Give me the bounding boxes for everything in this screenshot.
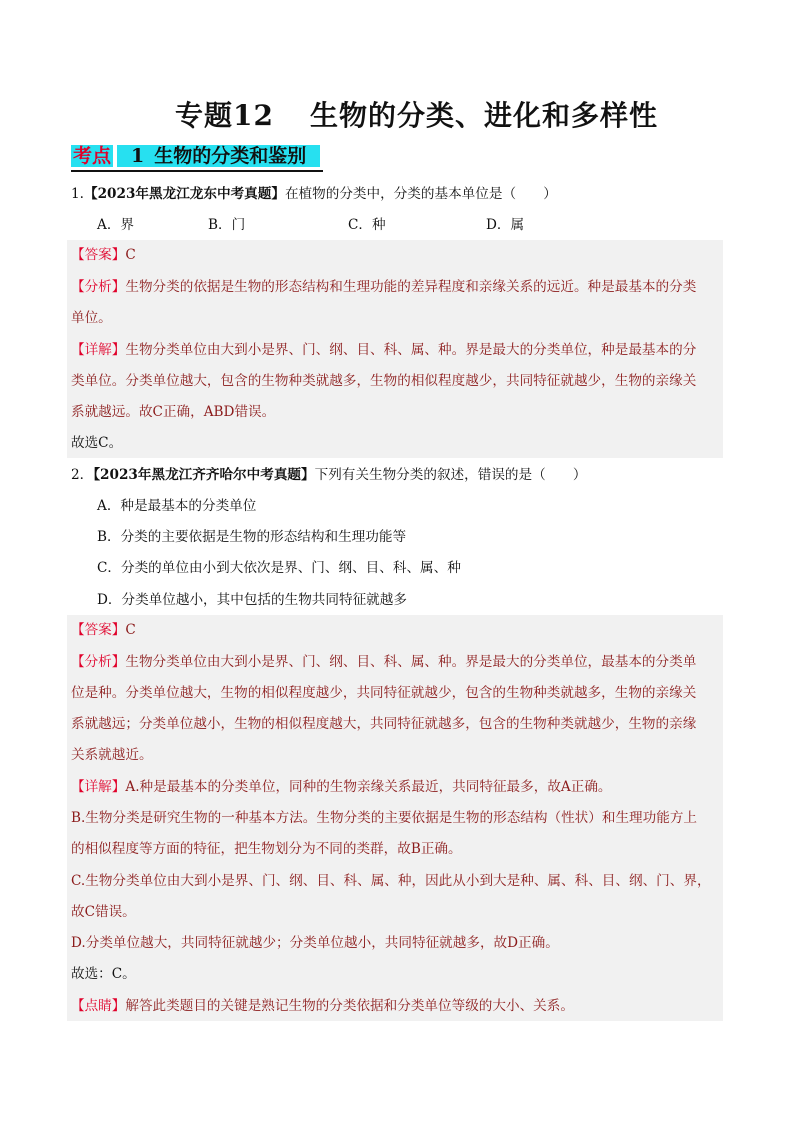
q2-detail-line: 故C错误。	[71, 904, 136, 920]
section-title	[117, 145, 320, 167]
q2-answer-block	[67, 615, 723, 1021]
section-heading	[71, 142, 323, 172]
q2-detail-line: D.分类单位越大，共同特征就越少；分类单位越小，共同特征就越多，故D正确。	[71, 935, 559, 951]
section-number: 1	[131, 145, 145, 167]
q1-analysis-line: 单位。	[71, 310, 112, 326]
q2-detail-line: 的相似程度等方面的特征，把生物划分为不同的类群，故B正确。	[71, 841, 462, 857]
q2-answer: 【答案】C	[71, 622, 136, 638]
q1-detail-line: 系就越远。故C正确，ABD错误。	[71, 404, 276, 420]
q1-option-c: C．种	[348, 217, 386, 233]
section-text: 生物的分类和鉴别	[154, 145, 307, 167]
question-1-stem: 1.【2023年黑龙江龙东中考真题】在植物的分类中，分类的基本单位是（ ）	[71, 186, 557, 202]
question-2-stem: 2．【2023年黑龙江齐齐哈尔中考真题】下列有关生物分类的叙述，错误的是（ ）	[71, 467, 587, 483]
q2-option-d: D．分类单位越小，其中包括的生物共同特征就越多	[97, 592, 407, 608]
q2-option-b: B．分类的主要依据是生物的形态结构和生理功能等	[97, 529, 407, 545]
q2-detail-line: C.生物分类单位由大到小是界、门、纲、目、科、属、种，因此从小到大是种、属、科、目、纲、门、界，	[71, 873, 711, 889]
q2-tip: 【点睛】解答此类题目的关键是熟记生物的分类依据和分类单位等级的大小、关系。	[71, 998, 574, 1014]
q1-detail-line: 类单位。分类单位越大，包含的生物种类就越多，生物的相似程度越少，共同特征就越少，生物的亲缘关	[71, 373, 697, 389]
q1-analysis-line: 【分析】生物分类的依据是生物的形态结构和生理功能的差异程度和亲缘关系的远近。种是最基本的分类	[71, 279, 697, 295]
q2-option-c: C．分类的单位由小到大依次是界、门、纲、目、科、属、种	[97, 560, 461, 576]
section-label: 考点	[73, 145, 112, 167]
q1-answer: 【答案】C	[71, 247, 136, 263]
q2-option-a: A．种是最基本的分类单位	[97, 498, 257, 514]
q2-conclusion: 故选：C。	[71, 966, 136, 982]
q2-detail-line: 【详解】A.种是最基本的分类单位，同种的生物亲缘关系最近，共同特征最多，故A正确。	[71, 779, 612, 795]
q1-answer-block	[67, 240, 723, 458]
topic-name: 生物的分类、进化和多样性	[309, 99, 658, 132]
q2-detail-line: B.生物分类是研究生物的一种基本方法。生物分类的主要依据是生物的形态结构（性状）和生理功能方上	[71, 810, 698, 826]
topic-number: 专题12	[175, 99, 274, 132]
q2-analysis-line: 关系就越近。	[71, 747, 153, 763]
question-source: 【2023年黑龙江齐齐哈尔中考真题】	[93, 467, 315, 483]
q2-analysis-line: 系就越远；分类单位越小，生物的相似程度越大，共同特征就越多，包含的生物种类就越少，生物的亲缘	[71, 716, 697, 732]
q1-option-a: A．界	[97, 217, 135, 233]
q1-option-d: D．属	[486, 217, 525, 233]
q2-analysis-line: 位是种。分类单位越大，生物的相似程度越少，共同特征就越少，包含的生物种类就越多，生物的亲缘关	[71, 685, 697, 701]
page-title	[0, 94, 793, 134]
q1-conclusion: 故选C。	[71, 435, 123, 451]
q2-analysis-line: 【分析】生物分类单位由大到小是界、门、纲、目、科、属、种。界是最大的分类单位，最基本的分类单	[71, 654, 697, 670]
question-source: 【2023年黑龙江龙东中考真题】	[83, 186, 285, 202]
q1-option-b: B．门	[208, 217, 246, 233]
q1-detail-line: 【详解】生物分类单位由大到小是界、门、纲、目、科、属、种。界是最大的分类单位，种是最基本的分	[71, 342, 697, 358]
